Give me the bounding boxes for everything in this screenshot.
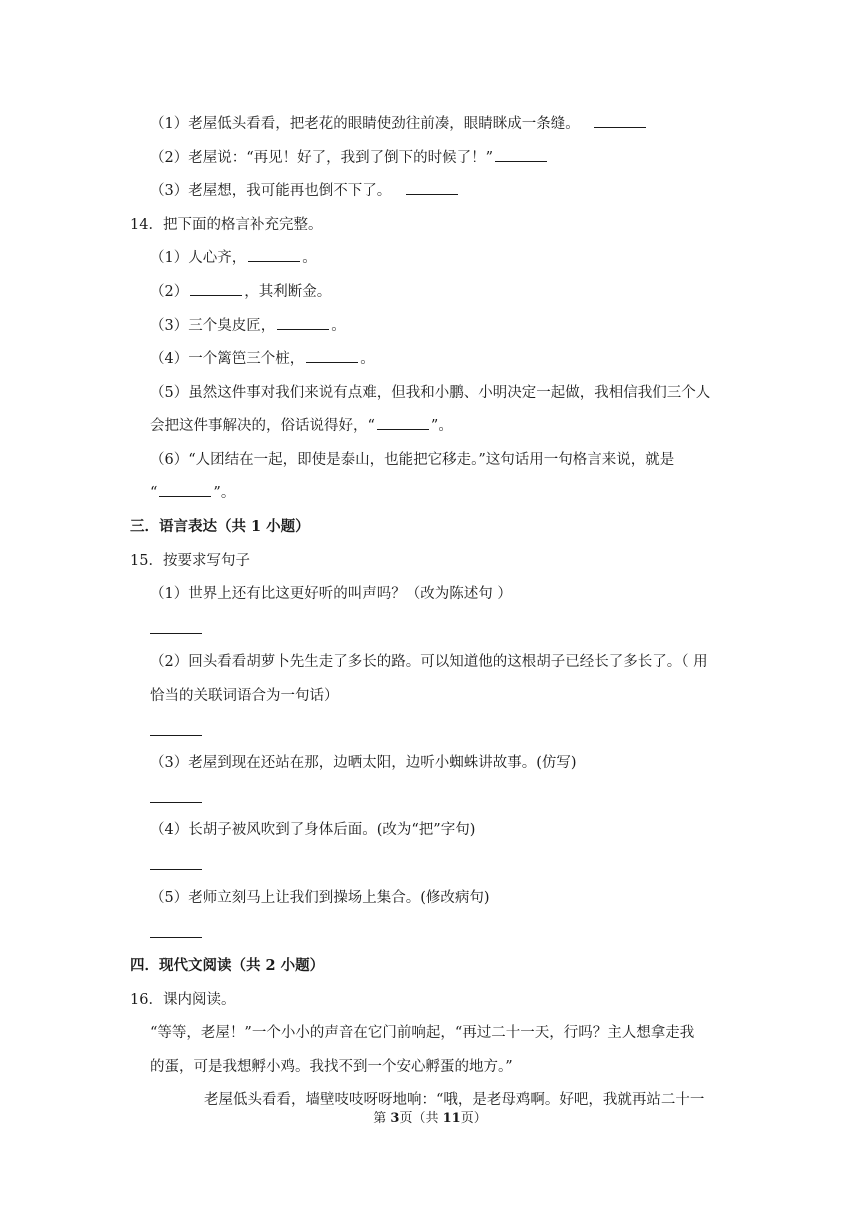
q14-item-2 <box>150 282 331 302</box>
answer-blank <box>159 484 211 497</box>
q14-item-5-line-1: （5）虽然这件事对我们来说有点难，但我和小鹏、小明决定一起做，我相信我们三个人 <box>150 385 711 401</box>
q16-paragraph-2-line-1: 老屋低头看看，墙壁吱吱呀呀地响：“哦，是老母鸡啊。好吧，我就再站二十一 <box>204 1092 705 1108</box>
q14-item-3 <box>150 316 346 336</box>
q14-item-6-line-2 <box>150 483 235 503</box>
q13-item-2 <box>150 148 549 168</box>
page-number: 3 <box>390 1111 400 1126</box>
page-footer <box>0 1110 860 1128</box>
q14-item-4-post: 。 <box>360 351 375 367</box>
q16-paragraph-1-line-1: “等等，老屋！”一个小小的声音在它门前响起，“再过二十一天，行吗？主人想拿走我 <box>150 1025 695 1041</box>
answer-line <box>150 937 202 938</box>
q14-item-6-pre: “ <box>150 485 158 501</box>
q14-item-1-post: 。 <box>302 250 317 266</box>
q14-item-6-line-1: （6）“人团结在一起，即使是泰山，也能把它移走。”这句话用一句格言来说，就是 <box>150 452 675 468</box>
answer-blank <box>495 149 547 162</box>
q14-item-5-pre: 会把这件事解决的，俗话说得好，“ <box>150 418 375 434</box>
q13-item-3 <box>150 181 460 201</box>
q15-item-4: （4）长胡子被风吹到了身体后面。(改为“把”字句) <box>150 822 476 838</box>
q14-item-4 <box>150 349 375 369</box>
q14-item-2-pre: （2） <box>150 284 189 300</box>
answer-line <box>150 869 202 870</box>
q14-item-1-pre: （1）人心齐， <box>150 250 247 266</box>
q15-item-2-line-2: 恰当的关联词语合为一句话） <box>150 688 339 704</box>
footer-middle: 页（共 <box>399 1111 443 1126</box>
answer-blank <box>190 283 242 296</box>
section-3-heading: 三．语言表达（共 1 小题） <box>130 518 310 535</box>
q13-item-1-text: （1）老屋低头看看，把老花的眼睛使劲往前凑，眼睛眯成一条缝。 <box>150 116 580 132</box>
q14-title: 14．把下面的格言补充完整。 <box>130 217 323 233</box>
q13-item-2-text: （2）老屋说：“再见！好了，我到了倒下的时候了！” <box>150 150 494 166</box>
answer-line <box>150 633 202 634</box>
q16-title: 16．课内阅读。 <box>130 992 236 1008</box>
q16-paragraph-1-line-2: 的蛋，可是我想孵小鸡。我找不到一个安心孵蛋的地方。” <box>150 1059 513 1075</box>
q14-item-5-line-2 <box>150 416 453 436</box>
q15-title: 15．按要求写句子 <box>130 553 250 569</box>
q14-item-6-post: ”。 <box>213 485 236 501</box>
total-pages: 11 <box>442 1111 461 1126</box>
answer-blank <box>594 115 646 128</box>
q14-item-5-post: ”。 <box>430 418 453 434</box>
footer-suffix: 页） <box>460 1111 487 1126</box>
answer-blank <box>248 249 300 262</box>
answer-line <box>150 802 202 803</box>
answer-blank <box>406 182 458 195</box>
answer-blank <box>377 417 429 430</box>
q15-item-3: （3）老屋到现在还站在那，边晒太阳，边听小蜘蛛讲故事。(仿写) <box>150 755 577 771</box>
q14-item-3-post: 。 <box>331 318 346 334</box>
section-4-heading: 四．现代文阅读（共 2 小题） <box>130 957 325 974</box>
footer-prefix: 第 <box>373 1111 391 1126</box>
q14-item-4-pre: （4）一个篱笆三个桩， <box>150 351 305 367</box>
answer-line <box>150 735 202 736</box>
q14-item-2-post: ，其利断金。 <box>244 284 332 300</box>
q13-item-1 <box>150 114 648 134</box>
q15-item-2-line-1: （2）回头看看胡萝卜先生走了多长的路。可以知道他的这根胡子已经长了多长了。（ 用 <box>150 654 708 670</box>
answer-blank <box>306 350 358 363</box>
q14-item-1 <box>150 248 317 268</box>
answer-blank <box>277 317 329 330</box>
q14-item-3-pre: （3）三个臭皮匠， <box>150 318 276 334</box>
q15-item-1: （1）世界上还有比这更好听的叫声吗？（改为陈述句 ） <box>150 586 512 602</box>
q13-item-3-text: （3）老屋想，我可能再也倒不下了。 <box>150 183 392 199</box>
q15-item-5: （5）老师立刻马上让我们到操场上集合。(修改病句) <box>150 890 490 906</box>
